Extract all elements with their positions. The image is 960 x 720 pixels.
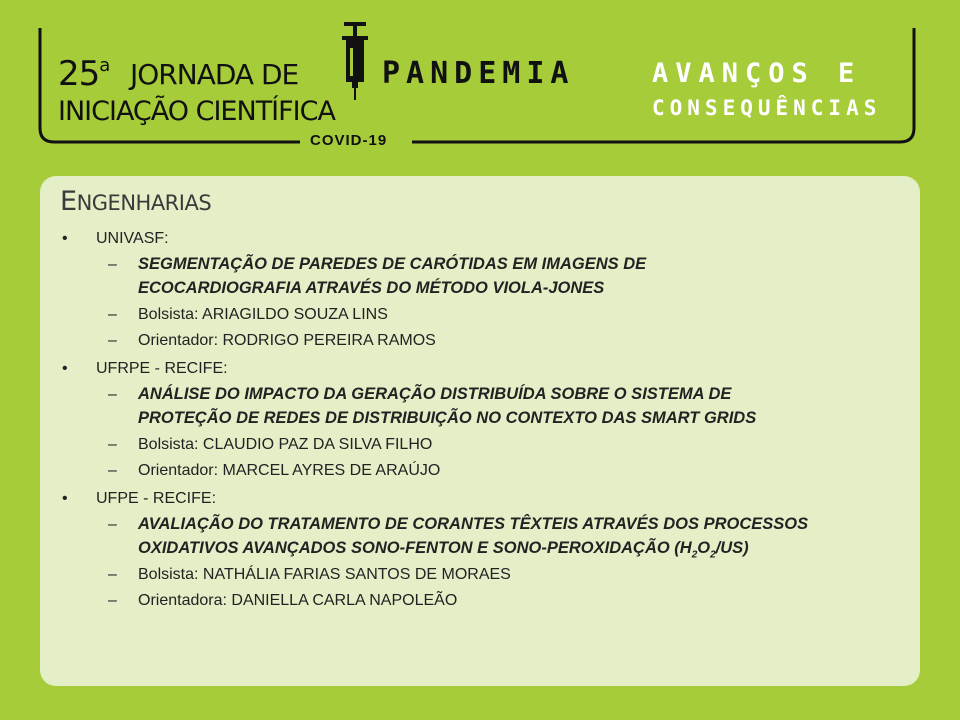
- pandemia-title: PANDEMIA: [382, 56, 575, 91]
- project-title: ANÁLISE DO IMPACTO DA GERAÇÃO DISTRIBUÍDA SOBRE O SISTEMA DE PROTEÇÃO DE REDES DE DISTRIBUIÇÃO NO CONTEXTO DAS SMART GRIDS: [138, 385, 757, 427]
- syringe-icon: [338, 20, 372, 100]
- edition-number: 25$^a$: [58, 54, 110, 94]
- event-title-line2: INICIAÇÃO CIENTÍFICA: [58, 96, 335, 127]
- institution-item: • UFRPE - RECIFE:: [62, 360, 228, 377]
- event-title-line1: JORNADA DE: [130, 58, 299, 91]
- institution-item: • UNIVASF:: [62, 230, 169, 247]
- dash: –: [108, 516, 117, 533]
- project-title: SEGMENTAÇÃO DE PAREDES DE CARÓTIDAS EM IMAGENS DE ECOCARDIOGRAFIA ATRAVÉS DO MÉTODO VIOLA-JONES: [138, 255, 647, 297]
- covid-tag: COVID-19: [310, 132, 388, 149]
- dash: –: [108, 256, 117, 273]
- section-title: ENGENHARIAS: [60, 186, 212, 217]
- dash: –: [108, 386, 117, 403]
- consequencias-title: CONSEQUÊNCIAS: [652, 96, 882, 120]
- project-title: AVALIAÇÃO DO TRATAMENTO DE CORANTES TÊXTEIS ATRAVÉS DOS PROCESSOS OXIDATIVOS AVANÇADOS SONO-FENTON E SONO-PEROXIDAÇÃO $(H_2O_2/US)$: [138, 515, 809, 561]
- avancos-title: AVANÇOS E: [652, 58, 862, 89]
- institution-item: • UFPE - RECIFE:: [62, 490, 217, 507]
